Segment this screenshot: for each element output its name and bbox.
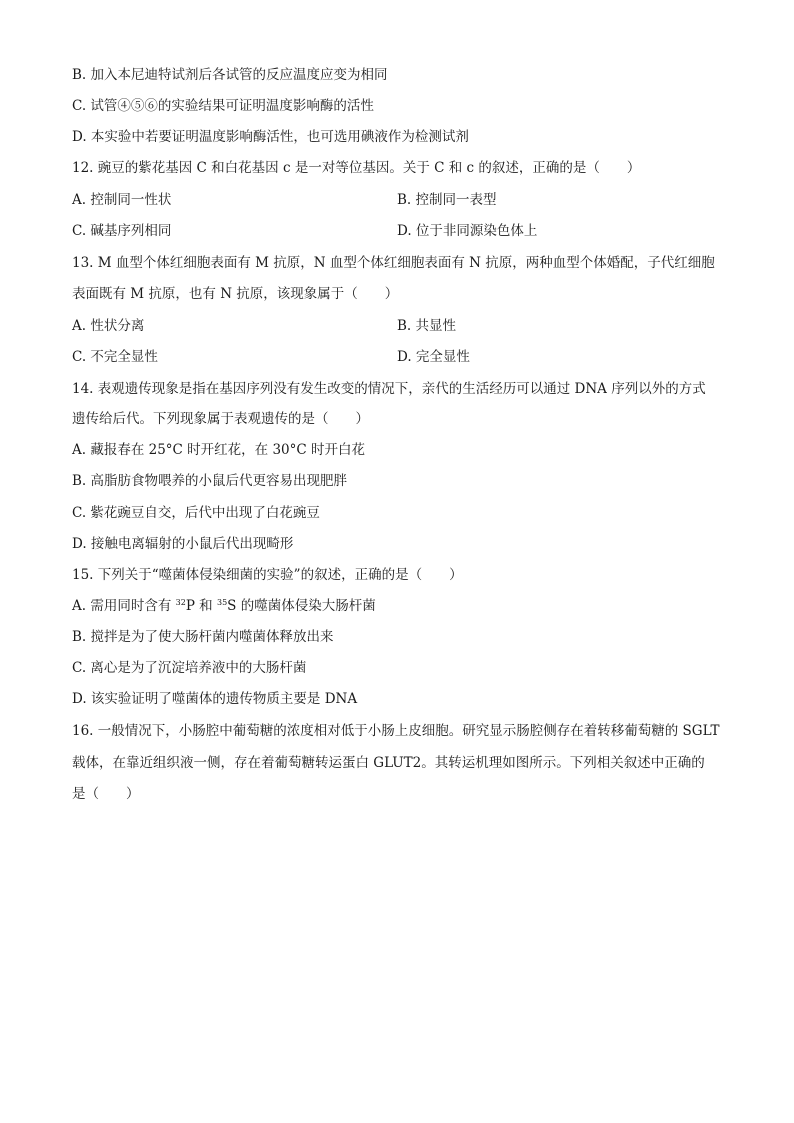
q16-stem-line2: 载体，在靠近组织液一侧，存在着葡萄糖转运蛋白 GLUT2。其转运机理如图所示。下列相关叙述中正确的 — [72, 755, 705, 771]
q15-option-c: C. 离心是为了沉淀培养液中的大肠杆菌 — [72, 660, 307, 676]
q13-option-d: D. 完全显性 — [397, 349, 470, 365]
q16-stem-line1: 16. 一般情况下，小肠腔中葡萄糖的浓度相对低于小肠上皮细胞。研究显示肠腔侧存在着转移葡萄糖的 SGLT — [72, 723, 720, 739]
q14-stem-line1: 14. 表观遗传现象是指在基因序列没有发生改变的情况下，亲代的生活经历可以通过 DNA 序列以外的方式 — [72, 381, 706, 397]
q14-option-b: B. 高脂肪食物喂养的小鼠后代更容易出现肥胖 — [72, 473, 348, 489]
q13-stem-line1: 13. M 血型个体红细胞表面有 M 抗原，N 血型个体红细胞表面有 N 抗原，两种血型个体婚配，子代红细胞 — [72, 255, 715, 271]
q14-option-a: A. 藏报春在 25°C 时开红花，在 30°C 时开白花 — [72, 442, 366, 458]
q16-stem-line3: 是（ ） — [72, 786, 140, 802]
p32-superscript: 32 — [175, 598, 186, 607]
q15-option-a — [72, 597, 376, 615]
q14-option-d: D. 接触电离辐射的小鼠后代出现畸形 — [72, 536, 294, 552]
q14-stem-line2: 遗传给后代。下列现象属于表观遗传的是（ ） — [72, 411, 369, 427]
q12-option-d: D. 位于非同源染色体上 — [397, 223, 538, 239]
q12-option-c: C. 碱基序列相同 — [72, 223, 172, 239]
q12-stem: 12. 豌豆的紫花基因 C 和白花基因 c 是一对等位基因。关于 C 和 c 的叙述，正确的是（ ） — [72, 160, 641, 176]
q15-option-b: B. 搅拌是为了使大肠杆菌内噬菌体释放出来 — [72, 629, 334, 645]
s35-superscript: 35 — [216, 598, 228, 607]
q15-option-a-text-3: S 的噬菌体侵染大肠杆菌 — [227, 598, 376, 614]
q12-option-a: A. 控制同一性状 — [72, 192, 172, 208]
q15-option-a-text-1: A. 需用同时含有 — [72, 598, 176, 614]
q13-option-c: C. 不完全显性 — [72, 349, 158, 365]
q15-stem: 15. 下列关于“噬菌体侵染细菌的实验”的叙述，正确的是（ ） — [72, 567, 463, 583]
q11-option-c: C. 试管④⑤⑥的实验结果可证明温度影响酶的活性 — [72, 98, 374, 114]
q14-option-c: C. 紫花豌豆自交，后代中出现了白花豌豆 — [72, 505, 320, 521]
q15-option-d: D. 该实验证明了噬菌体的遗传物质主要是 DNA — [72, 691, 358, 707]
q15-option-a-text-2: P 和 — [185, 598, 217, 614]
q13-option-b: B. 共显性 — [397, 318, 457, 334]
q12-option-b: B. 控制同一表型 — [397, 192, 497, 208]
q13-option-a: A. 性状分离 — [72, 318, 145, 334]
q11-option-b: B. 加入本尼迪特试剂后各试管的反应温度应变为相同 — [72, 67, 388, 83]
q11-option-d: D. 本实验中若要证明温度影响酶活性，也可选用碘液作为检测试剂 — [72, 129, 469, 145]
q13-stem-line2: 表面既有 M 抗原，也有 N 抗原，该现象属于（ ） — [72, 286, 399, 302]
